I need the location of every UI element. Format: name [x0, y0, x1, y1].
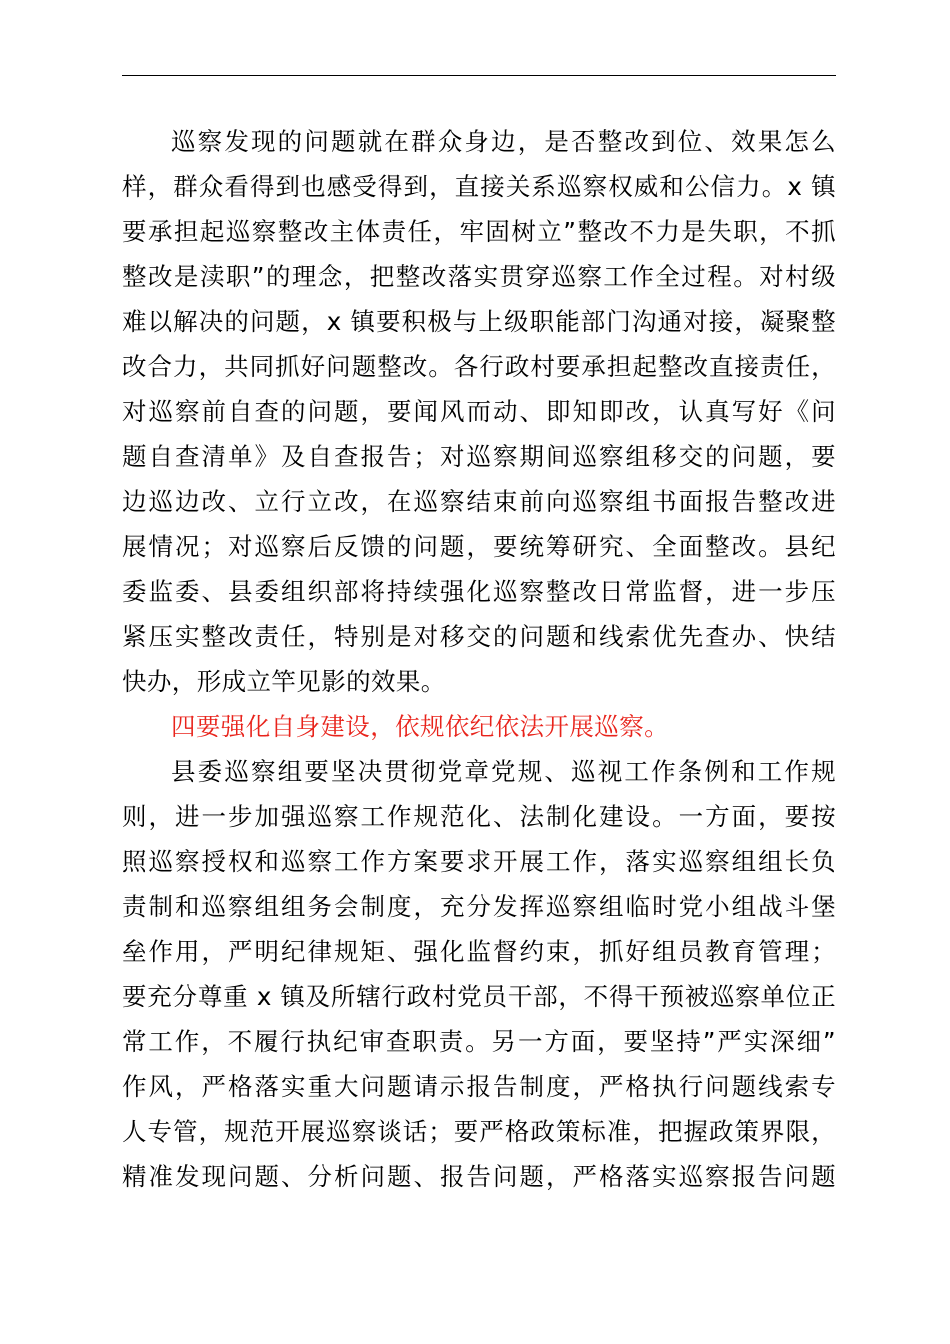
- section-heading: [122, 704, 836, 749]
- paragraph-line: 要承担起巡察整改主体责任，牢固树立”整改不力是失职，不抓: [122, 217, 836, 246]
- section-heading-text: 四要强化自身建设，依规依纪依法开展巡察。: [171, 712, 669, 741]
- paragraph-line: 精准发现问题、分析问题、报告问题，严格落实巡察报告问题: [122, 1162, 836, 1191]
- paragraph-rectification: [122, 119, 836, 704]
- paragraph-line: 改合力，共同抓好问题整改。各行政村要承担起整改直接责任，: [122, 352, 836, 381]
- paragraph-self-building: [122, 749, 836, 1199]
- paragraph-line: 要充分尊重 x 镇及所辖行政村党员干部，不得干预被巡察单位正: [122, 982, 836, 1011]
- paragraph-line: 人专管，规范开展巡察谈话；要严格政策标准，把握政策界限，: [122, 1117, 836, 1146]
- paragraph-line: 快办，形成立竿见影的效果。: [122, 667, 446, 696]
- paragraph-line: 展情况；对巡察后反馈的问题，要统筹研究、全面整改。县纪: [122, 532, 836, 561]
- header-rule: [122, 75, 836, 76]
- paragraph-line: 巡察发现的问题就在群众身边，是否整改到位、效果怎么: [171, 127, 836, 156]
- paragraph-line: 则，进一步加强巡察工作规范化、法制化建设。一方面，要按: [122, 802, 836, 831]
- paragraph-line: 作风，严格落实重大问题请示报告制度，严格执行问题线索专: [122, 1072, 836, 1101]
- paragraph-line: 紧压实整改责任，特别是对移交的问题和线索优先查办、快结: [122, 622, 836, 651]
- paragraph-line: 样，群众看得到也感受得到，直接关系巡察权威和公信力。x 镇: [122, 172, 836, 201]
- paragraph-line: 对巡察前自查的问题，要闻风而动、即知即改，认真写好《问: [122, 397, 836, 426]
- paragraph-line: 边巡边改、立行立改，在巡察结束前向巡察组书面报告整改进: [122, 487, 836, 516]
- paragraph-line: 县委巡察组要坚决贯彻党章党规、巡视工作条例和工作规: [171, 757, 836, 786]
- paragraph-line: 整改是渎职”的理念，把整改落实贯穿巡察工作全过程。对村级: [122, 262, 836, 291]
- paragraph-line: 委监委、县委组织部将持续强化巡察整改日常监督，进一步压: [122, 577, 836, 606]
- paragraph-line: 垒作用，严明纪律规矩、强化监督约束，抓好组员教育管理；: [122, 937, 836, 966]
- paragraph-line: 题自查清单》及自查报告；对巡察期间巡察组移交的问题，要: [122, 442, 836, 471]
- paragraph-line: 责制和巡察组组务会制度，充分发挥巡察组临时党小组战斗堡: [122, 892, 836, 921]
- paragraph-line: 常工作，不履行执纪审查职责。另一方面，要坚持”严实深细”: [122, 1027, 836, 1056]
- document-body: [122, 119, 836, 1199]
- paragraph-line: 照巡察授权和巡察工作方案要求开展工作，落实巡察组组长负: [122, 847, 836, 876]
- paragraph-line: 难以解决的问题，x 镇要积极与上级职能部门沟通对接，凝聚整: [122, 307, 836, 336]
